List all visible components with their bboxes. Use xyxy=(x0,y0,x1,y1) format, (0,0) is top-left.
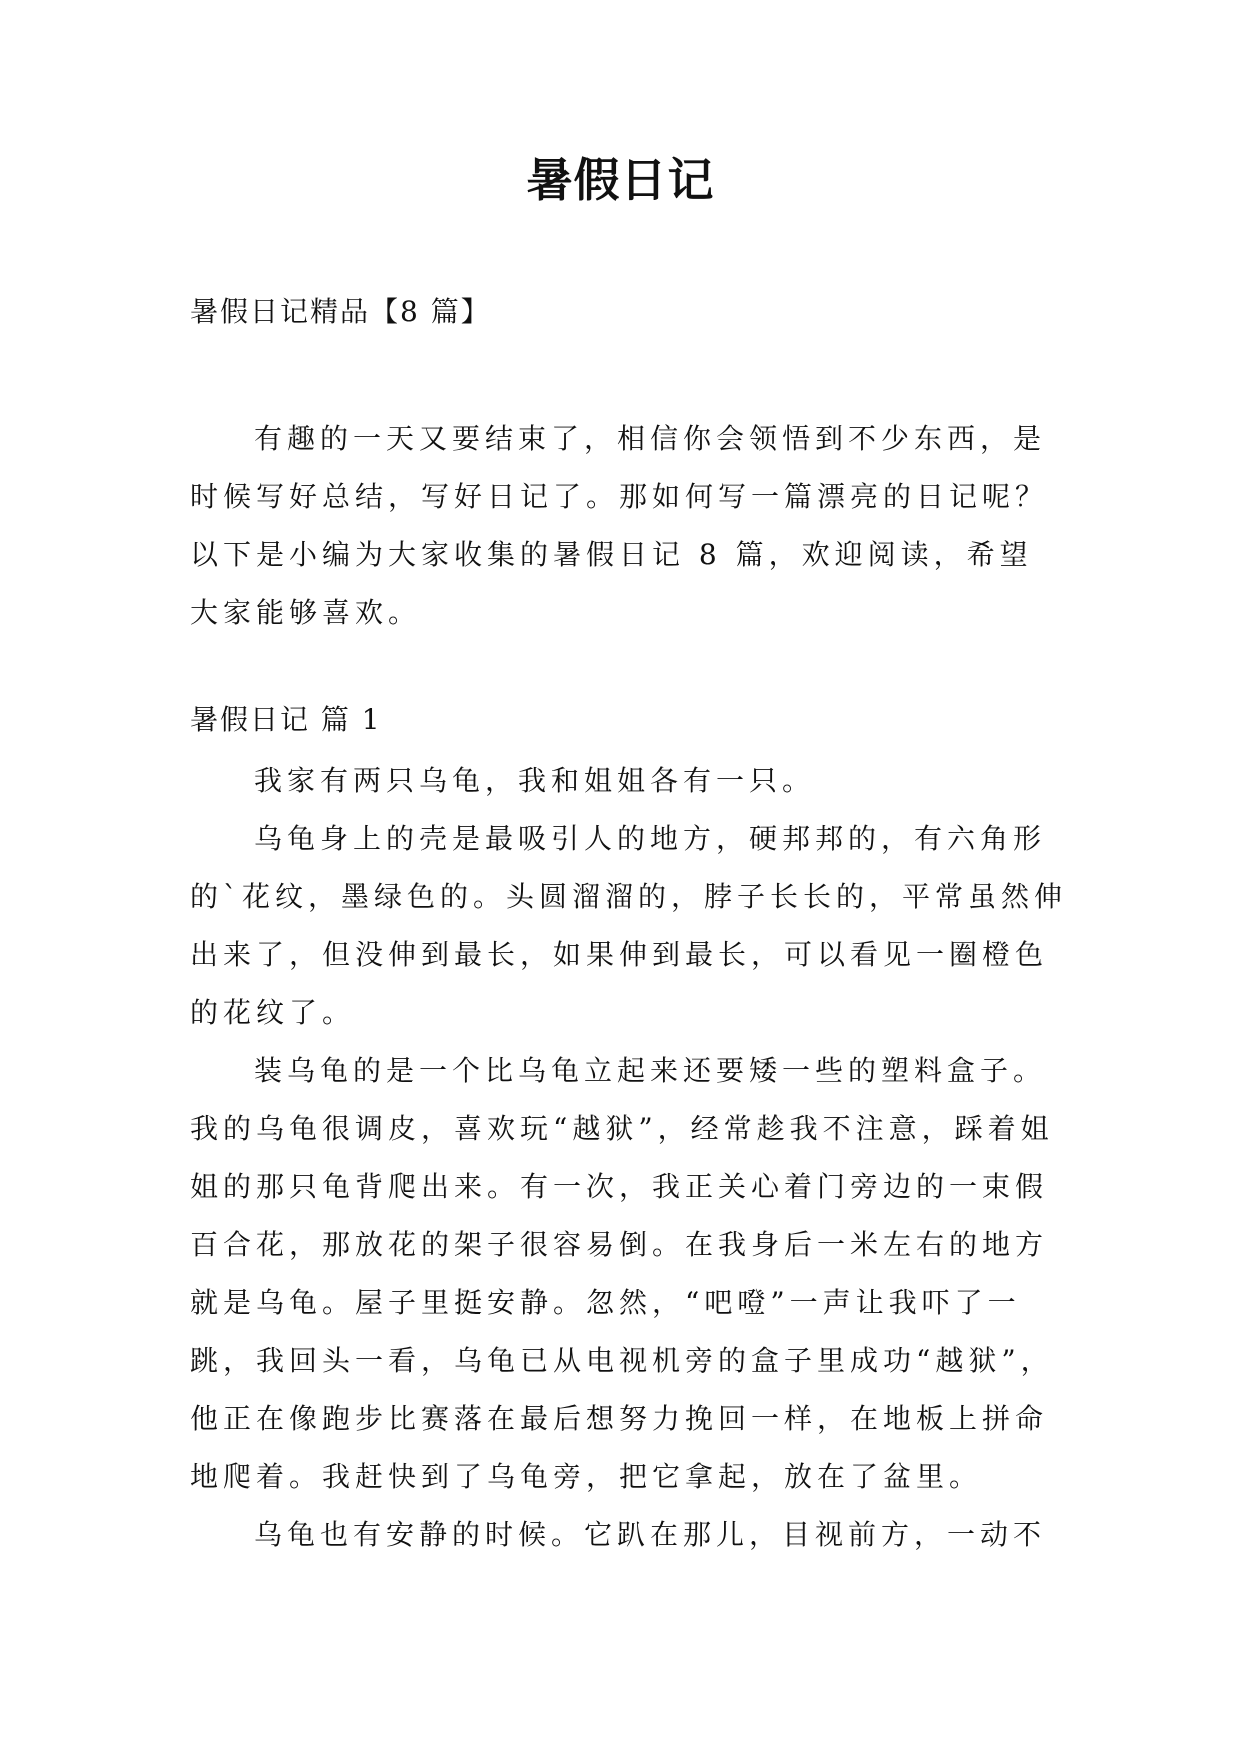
intro-paragraph: 有趣的一天又要结束了，相信你会领悟到不少东西，是时候写好总结，写好日记了。那如何写一篇漂亮的日记呢？以下是小编为大家收集的暑假日记 8 篇，欢迎阅读，希望大家能够喜欢。 xyxy=(190,422,1049,629)
body-paragraph: 乌龟也有安静的时候。它趴在那儿，目视前方，一动不 xyxy=(254,1518,1047,1551)
body-paragraph: 装乌龟的是一个比乌龟立起来还要矮一些的塑料盒子。我的乌龟很调皮，喜欢玩“越狱”，经常趁我不注意，踩着姐姐的那只龟背爬出来。有一次，我正关心着门旁边的一束假百合花，那放花的架子很容易倒。在我身后一米左右的地方就是乌龟。屋子里挺安静。忽然，“吧噔”一声让我吓了一跳，我回头一看，乌龟已从电视机旁的盒子里成功“越狱”，他正在像跑步比赛落在最后想努力挽回一样，在地板上拼命地爬着。我赶快到了乌龟旁，把它拿起，放在了盆里。 xyxy=(190,1054,1054,1493)
document-title: 暑假日记 xyxy=(526,153,715,207)
section-heading: 暑假日记 篇 1 xyxy=(190,703,382,736)
diary-body xyxy=(190,752,1070,1564)
document-subtitle: 暑假日记精品【8 篇】 xyxy=(190,295,491,328)
body-paragraph: 乌龟身上的壳是最吸引人的地方，硬邦邦的，有六角形的`花纹，墨绿色的。头圆溜溜的，脖子长长的，平常虽然伸出来了，但没伸到最长，如果伸到最长，可以看见一圈橙色的花纹了。 xyxy=(190,822,1068,1029)
body-paragraph: 我家有两只乌龟，我和姐姐各有一只。 xyxy=(254,764,816,797)
